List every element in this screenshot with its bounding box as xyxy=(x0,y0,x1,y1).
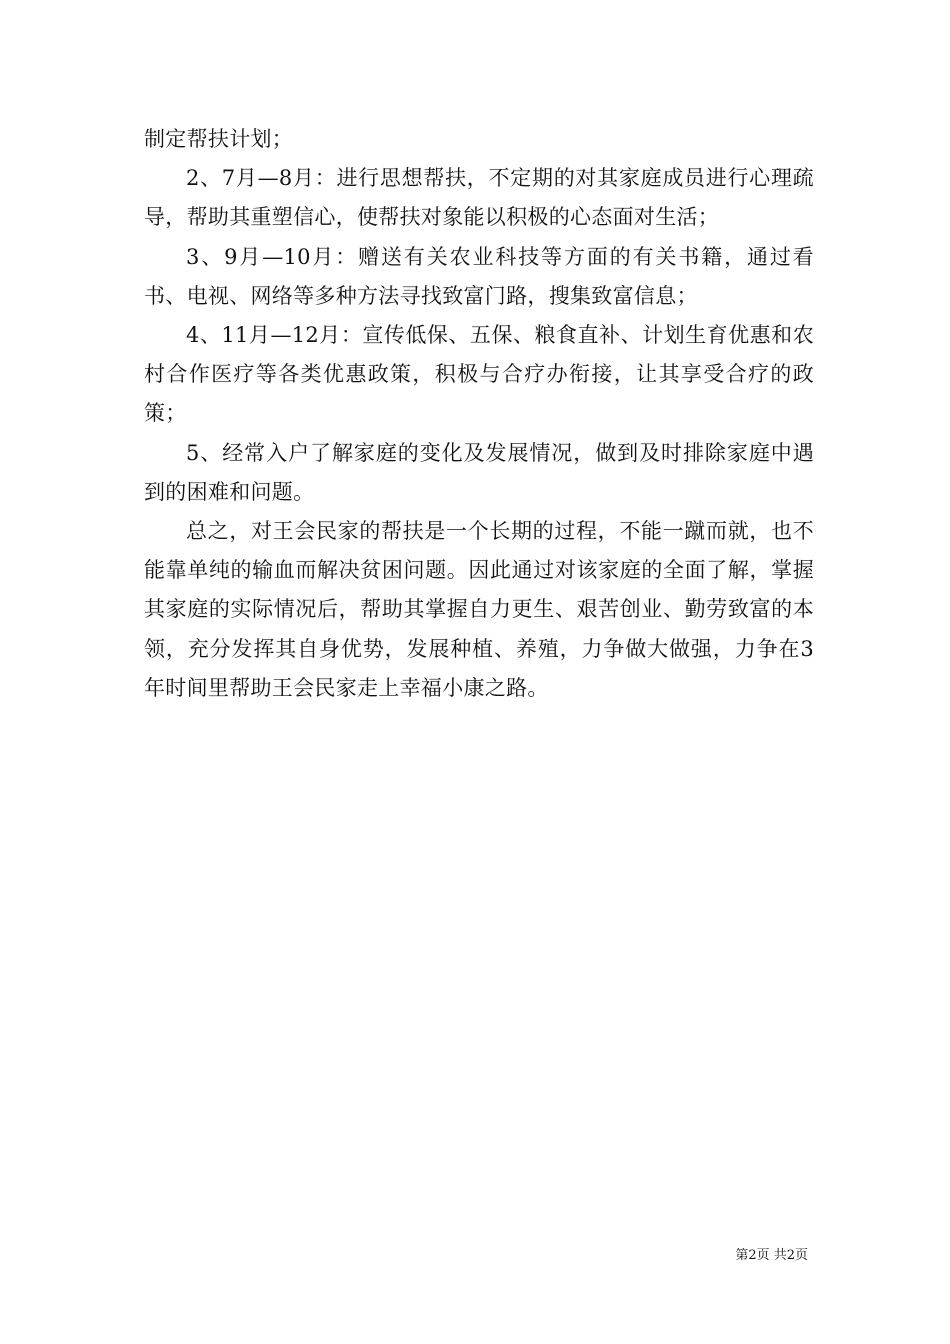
page-number-footer: 第2页 共2页 xyxy=(735,1248,808,1263)
paragraph-item-4: 4、11月—12月：宣传低保、五保、粮食直补、计划生育优惠和农村合作医疗等各类优惠政策，积极与合疗办衔接，让其享受合疗的政策； xyxy=(144,323,814,426)
document-body xyxy=(144,120,814,708)
paragraph-item-3: 3、9月—10月：赠送有关农业科技等方面的有关书籍，通过看书、电视、网络等多种方法寻找致富门路，搜集致富信息； xyxy=(144,244,814,308)
paragraph-plan-continuation: 制定帮扶计划； xyxy=(144,127,294,151)
paragraph-item-5: 5、经常入户了解家庭的变化及发展情况，做到及时排除家庭中遇到的困难和问题。 xyxy=(144,440,814,504)
paragraph-item-2: 2、7月—8月：进行思想帮扶，不定期的对其家庭成员进行心理疏导，帮助其重塑信心，使帮扶对象能以积极的心态面对生活； xyxy=(144,166,814,230)
paragraph-summary: 总之，对王会民家的帮扶是一个长期的过程，不能一蹴而就，也不能靠单纯的输血而解决贫困问题。因此通过对该家庭的全面了解，掌握其家庭的实际情况后，帮助其掌握自力更生、艰苦创业、勤劳致富的本领，充分发挥其自身优势，发展种植、养殖，力争做大做强，力争在3年时间里帮助王会民家走上幸福小康之路。 xyxy=(144,519,814,700)
